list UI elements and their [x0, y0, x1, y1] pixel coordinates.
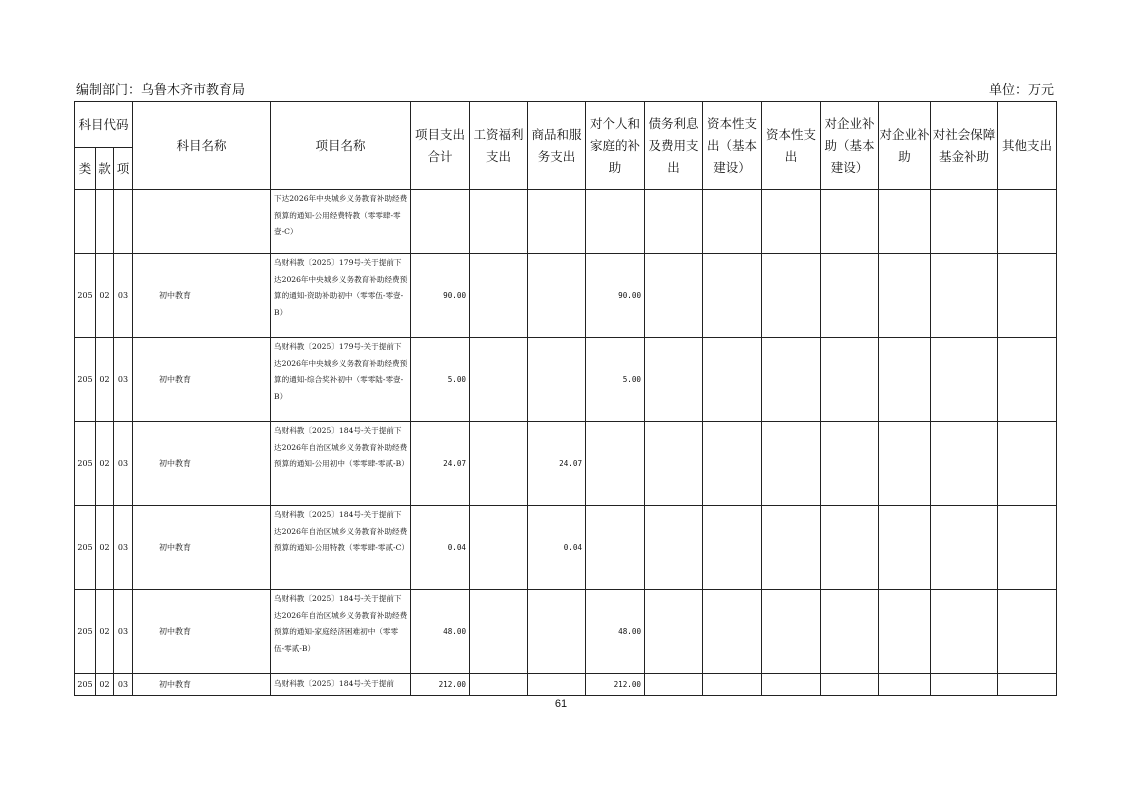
col-social: 对社会保障基金补助 [931, 102, 998, 190]
row-salary [470, 190, 528, 254]
row-capital-basic [703, 674, 762, 696]
row-capital-basic [703, 506, 762, 590]
table-row [75, 254, 1057, 338]
row-social [931, 506, 998, 590]
row-kuan [96, 190, 114, 254]
row-xiang: 03 [114, 590, 133, 674]
row-subject: 初中教育 [133, 254, 271, 338]
row-debt [645, 254, 703, 338]
row-goods [528, 674, 586, 696]
table-row [75, 338, 1057, 422]
row-social [931, 422, 998, 506]
row-project: 乌财科教〔2025〕184号-关于提前 [271, 674, 411, 696]
row-debt [645, 506, 703, 590]
row-project: 乌财科教〔2025〕184号-关于提前下达2026年自治区城乡义务教育补助经费预算的通知-家庭经济困难初中（零零伍-零贰-B） [271, 590, 411, 674]
row-capital [762, 590, 821, 674]
row-capital-basic [703, 590, 762, 674]
row-enterprise-basic [821, 506, 879, 590]
row-capital-basic [703, 254, 762, 338]
row-capital-basic [703, 190, 762, 254]
row-debt [645, 590, 703, 674]
row-individual [586, 506, 645, 590]
row-xiang [114, 190, 133, 254]
row-enterprise [879, 422, 931, 506]
row-project: 乌财科教〔2025〕184号-关于提前下达2026年自治区城乡义务教育补助经费预算的通知-公用特教（零零肆-零贰-C） [271, 506, 411, 590]
row-individual [586, 190, 645, 254]
row-project: 下达2026年中央城乡义务教育补助经费预算的通知-公用经费特教（零零肆-零壹-C） [271, 190, 411, 254]
row-goods: 24.07 [528, 422, 586, 506]
row-subject: 初中教育 [133, 590, 271, 674]
row-subject: 初中教育 [133, 338, 271, 422]
row-enterprise-basic [821, 338, 879, 422]
row-enterprise [879, 338, 931, 422]
row-goods [528, 190, 586, 254]
col-project-name: 项目名称 [271, 102, 411, 190]
row-debt [645, 338, 703, 422]
row-goods: 0.04 [528, 506, 586, 590]
col-debt: 债务利息及费用支出 [645, 102, 703, 190]
row-individual: 5.00 [586, 338, 645, 422]
col-lei: 类 [75, 148, 96, 190]
col-enterprise: 对企业补助 [879, 102, 931, 190]
row-subject: 初中教育 [133, 506, 271, 590]
row-social [931, 590, 998, 674]
row-salary [470, 506, 528, 590]
row-subject: 初中教育 [133, 674, 271, 696]
col-subject-name: 科目名称 [133, 102, 271, 190]
row-total: 48.00 [411, 590, 470, 674]
budget-table [74, 101, 1057, 696]
row-capital [762, 422, 821, 506]
row-debt [645, 422, 703, 506]
col-kuan: 款 [96, 148, 114, 190]
row-total: 212.00 [411, 674, 470, 696]
row-other [998, 254, 1057, 338]
row-individual: 48.00 [586, 590, 645, 674]
row-total: 24.07 [411, 422, 470, 506]
row-other [998, 674, 1057, 696]
row-salary [470, 422, 528, 506]
page-number: 61 [554, 698, 568, 710]
row-social [931, 674, 998, 696]
row-enterprise [879, 254, 931, 338]
table-row [75, 506, 1057, 590]
row-subject [133, 190, 271, 254]
row-social [931, 338, 998, 422]
row-individual: 212.00 [586, 674, 645, 696]
row-lei: 205 [75, 506, 96, 590]
unit-label: 单位：万元 [988, 83, 1054, 98]
row-enterprise [879, 506, 931, 590]
row-salary [470, 338, 528, 422]
row-capital [762, 338, 821, 422]
row-capital-basic [703, 338, 762, 422]
row-capital-basic [703, 422, 762, 506]
row-salary [470, 254, 528, 338]
table-row [75, 422, 1057, 506]
row-total: 0.04 [411, 506, 470, 590]
row-lei: 205 [75, 422, 96, 506]
row-lei: 205 [75, 590, 96, 674]
row-project: 乌财科教〔2025〕179号-关于提前下达2026年中央城乡义务教育补助经费预算的通知-综合奖补初中（零零陆-零壹-B） [271, 338, 411, 422]
row-salary [470, 590, 528, 674]
row-other [998, 190, 1057, 254]
row-xiang: 03 [114, 506, 133, 590]
col-goods: 商品和服务支出 [528, 102, 586, 190]
row-debt [645, 674, 703, 696]
col-xiang: 项 [114, 148, 133, 190]
col-enterprise-basic: 对企业补助（基本建设） [821, 102, 879, 190]
col-other: 其他支出 [998, 102, 1057, 190]
row-total: 90.00 [411, 254, 470, 338]
row-kuan: 02 [96, 422, 114, 506]
row-other [998, 422, 1057, 506]
row-lei: 205 [75, 338, 96, 422]
row-kuan: 02 [96, 590, 114, 674]
row-project: 乌财科教〔2025〕184号-关于提前下达2026年自治区城乡义务教育补助经费预算的通知-公用初中（零零肆-零贰-B） [271, 422, 411, 506]
row-enterprise [879, 590, 931, 674]
row-kuan: 02 [96, 674, 114, 696]
row-capital [762, 254, 821, 338]
row-xiang: 03 [114, 338, 133, 422]
row-project: 乌财科教〔2025〕179号-关于提前下达2026年中央城乡义务教育补助经费预算的通知-资助补助初中（零零伍-零壹-B） [271, 254, 411, 338]
department-label: 编制部门：乌鲁木齐市教育局 [76, 83, 246, 98]
row-enterprise-basic [821, 422, 879, 506]
col-capital: 资本性支出 [762, 102, 821, 190]
row-capital [762, 506, 821, 590]
col-code-group: 科目代码 [75, 102, 133, 148]
table-row [75, 590, 1057, 674]
row-enterprise-basic [821, 254, 879, 338]
row-total [411, 190, 470, 254]
row-capital [762, 190, 821, 254]
col-capital-basic: 资本性支出（基本建设） [703, 102, 762, 190]
col-total: 项目支出合计 [411, 102, 470, 190]
col-salary: 工资福利支出 [470, 102, 528, 190]
table-row [75, 674, 1057, 696]
row-debt [645, 190, 703, 254]
row-xiang: 03 [114, 254, 133, 338]
row-goods [528, 590, 586, 674]
row-enterprise [879, 674, 931, 696]
row-individual [586, 422, 645, 506]
row-xiang: 03 [114, 674, 133, 696]
row-subject: 初中教育 [133, 422, 271, 506]
row-kuan: 02 [96, 338, 114, 422]
row-goods [528, 338, 586, 422]
row-lei: 205 [75, 254, 96, 338]
row-other [998, 590, 1057, 674]
row-total: 5.00 [411, 338, 470, 422]
row-lei: 205 [75, 674, 96, 696]
row-enterprise-basic [821, 590, 879, 674]
row-capital [762, 674, 821, 696]
row-kuan: 02 [96, 506, 114, 590]
row-enterprise-basic [821, 190, 879, 254]
col-individual: 对个人和家庭的补助 [586, 102, 645, 190]
row-xiang: 03 [114, 422, 133, 506]
row-salary [470, 674, 528, 696]
row-other [998, 338, 1057, 422]
row-individual: 90.00 [586, 254, 645, 338]
row-enterprise-basic [821, 674, 879, 696]
table-row [75, 190, 1057, 254]
row-enterprise [879, 190, 931, 254]
row-social [931, 190, 998, 254]
row-lei [75, 190, 96, 254]
row-kuan: 02 [96, 254, 114, 338]
row-other [998, 506, 1057, 590]
row-goods [528, 254, 586, 338]
row-social [931, 254, 998, 338]
